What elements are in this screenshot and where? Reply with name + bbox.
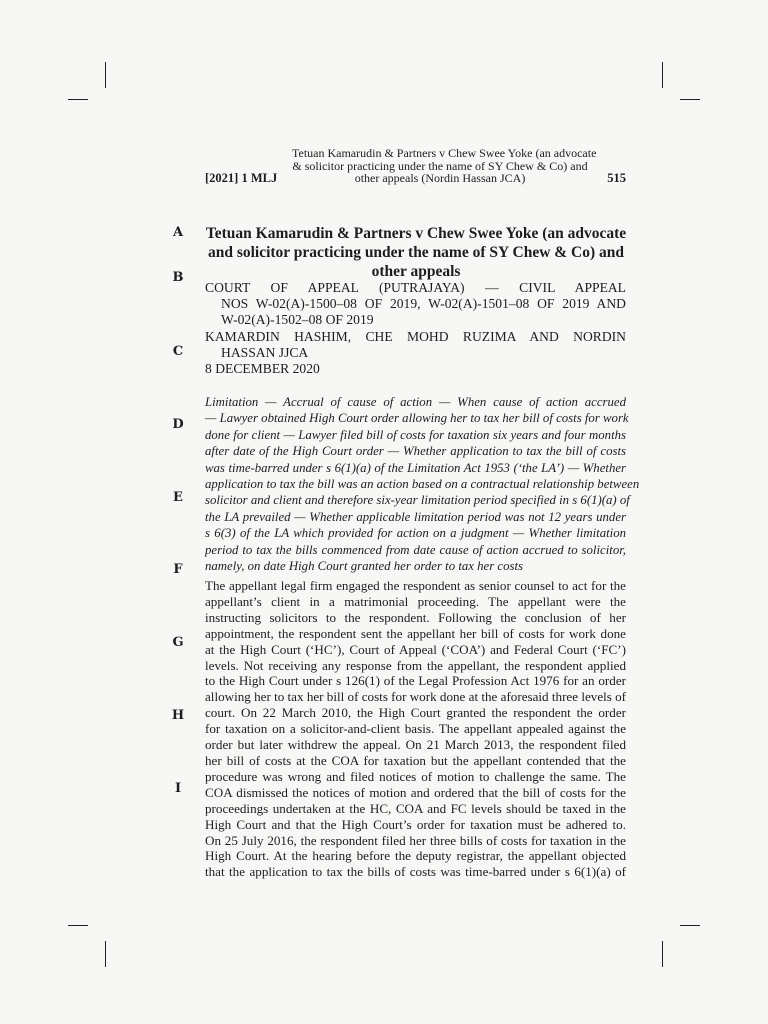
catchword-line: was time-barred under s 6(1)(a) of the Limitation Act 1953 (‘the LA’) — Whether	[205, 460, 626, 475]
summary-line: proceedings undertaken at the HC, COA and FC levels should be taxed in the	[205, 800, 626, 816]
summary-line: appointment, the respondent sent the appellant her bill of costs for work done	[205, 625, 626, 641]
crop-mark-bottom-left-horizontal	[68, 925, 88, 926]
crop-mark-top-right-vertical	[662, 62, 663, 88]
summary-line: at the High Court (‘HC’), Court of Appeal (‘COA’) and Federal Court (‘FC’)	[205, 641, 626, 657]
summary-line: order but later withdrew the appeal. On 21 March 2013, the respondent filed	[205, 737, 626, 753]
catchword-line: Limitation — Accrual of cause of action — When cause of action accrued	[205, 395, 626, 409]
summary-line: levels. Not receiving any response from the appellant, the respondent applied	[205, 657, 626, 673]
margin-letter-e: E	[173, 490, 183, 505]
crop-mark-bottom-right-horizontal	[680, 925, 700, 926]
summary-line: court. On 22 March 2010, the High Court granted the respondent the order	[205, 705, 626, 721]
running-title-line: & solicitor practicing under the name of SY Chew & Co) and	[292, 158, 588, 173]
margin-letter-f: F	[173, 562, 183, 577]
margin-letter-a: A	[172, 225, 184, 240]
court-line: COURT OF APPEAL (PUTRAJAYA) — CIVIL APPEAL	[205, 280, 626, 295]
summary-line: procedure was wrong and filed notices of motion to challenge the same. The	[205, 768, 626, 784]
judges-line: HASSAN JJCA	[221, 344, 309, 360]
running-case-title	[292, 146, 597, 186]
page-number: 515	[607, 171, 626, 185]
decision-date: 8 DECEMBER 2020	[205, 361, 320, 377]
summary-line: High Court. At the hearing before the deputy registrar, the appellant objected	[205, 848, 626, 864]
summary-line: COA dismissed the notices of motion and ordered that the bill of costs for the	[205, 784, 626, 800]
catchword-line: done for client — Lawyer filed bill of costs for taxation six years and four months	[205, 427, 626, 442]
crop-mark-top-left-vertical	[105, 62, 106, 88]
crop-mark-top-right-horizontal	[680, 99, 700, 100]
catchword-line: period to tax the bills commenced from date cause of action accrued to solicitor,	[205, 542, 626, 557]
summary-line: instructing solicitors to the respondent. Following the conclusion of her	[205, 609, 626, 625]
case-title	[204, 224, 628, 281]
appeal-numbers-line: NOS W-02(A)-1500–08 OF 2019, W-02(A)-1501–08 OF 2019 AND	[221, 296, 626, 312]
catchword-line: s 6(3) of the LA which provided for action on a judgment — Whether limitation	[205, 526, 626, 541]
catchword-line: solicitor and client and therefore six-year limitation period specified in s 6(1)(a) of	[205, 493, 630, 508]
catchword-line: after date of the High Court order — Whether application to tax the bill of costs	[205, 444, 626, 459]
case-title-line: other appeals	[371, 263, 461, 280]
summary-paragraph	[205, 578, 626, 880]
summary-line: High Court and that the High Court’s order for taxation must be adhered to.	[205, 816, 626, 832]
margin-letter-g: G	[172, 635, 184, 650]
summary-line: for taxation on a solicitor-and-client basis. The appellant appealed against the	[205, 721, 626, 737]
summary-line: On 25 July 2016, the respondent filed her three bills of costs for taxation in the	[205, 832, 626, 848]
summary-line: her bill of costs at the COA for taxation but the appellant contended that the	[205, 752, 626, 768]
court-details	[205, 280, 626, 377]
crop-mark-bottom-right-vertical	[662, 941, 663, 967]
crop-mark-top-left-horizontal	[68, 99, 88, 100]
summary-line: appellant’s client in a matrimonial proceeding. The appellant were the	[205, 593, 626, 609]
running-title-line: Tetuan Kamarudin & Partners v Chew Swee Yoke (an advocate	[292, 146, 597, 160]
catchword-line: application to tax the bill was an action based on a contractual relationship between	[205, 477, 640, 492]
summary-line: allowing her to tax her bill of costs for work done at the aforesaid three levels of	[205, 689, 627, 705]
margin-letter-i: I	[174, 781, 182, 796]
case-title-line: Tetuan Kamarudin & Partners v Chew Swee Yoke (an advocate	[205, 225, 627, 242]
margin-letter-h: H	[171, 708, 185, 723]
running-title-line: other appeals (Nordin Hassan JCA)	[354, 171, 526, 186]
judges-line: KAMARDIN HASHIM, CHE MOHD RUZIMA AND NORDIN	[205, 328, 626, 344]
catchword-line: — Lawyer obtained High Court order allowing her to tax her bill of costs for work	[205, 411, 629, 426]
case-title-line: and solicitor practicing under the name of SY Chew & Co) and	[207, 244, 625, 261]
crop-mark-bottom-left-vertical	[105, 941, 106, 967]
summary-line: The appellant legal firm engaged the respondent as senior counsel to act for the	[205, 578, 626, 593]
journal-citation: [2021] 1 MLJ	[205, 171, 278, 185]
summary-line: that the application to tax the bills of costs was time-barred under s 6(1)(a) of	[205, 864, 626, 880]
summary-line: to the High Court under s 126(1) of the Legal Profession Act 1976 for an order	[205, 673, 626, 689]
appeal-numbers-line: W-02(A)-1502–08 OF 2019	[221, 312, 374, 328]
catchword-line: the LA prevailed — Whether applicable limitation period was not 12 years under	[205, 509, 626, 524]
catchwords	[205, 394, 640, 574]
margin-letter-d: D	[172, 417, 184, 432]
catchword-line: namely, on date High Court granted her order to tax her costs	[205, 559, 523, 574]
margin-letter-c: C	[172, 344, 184, 359]
margin-letter-b: B	[172, 270, 184, 285]
